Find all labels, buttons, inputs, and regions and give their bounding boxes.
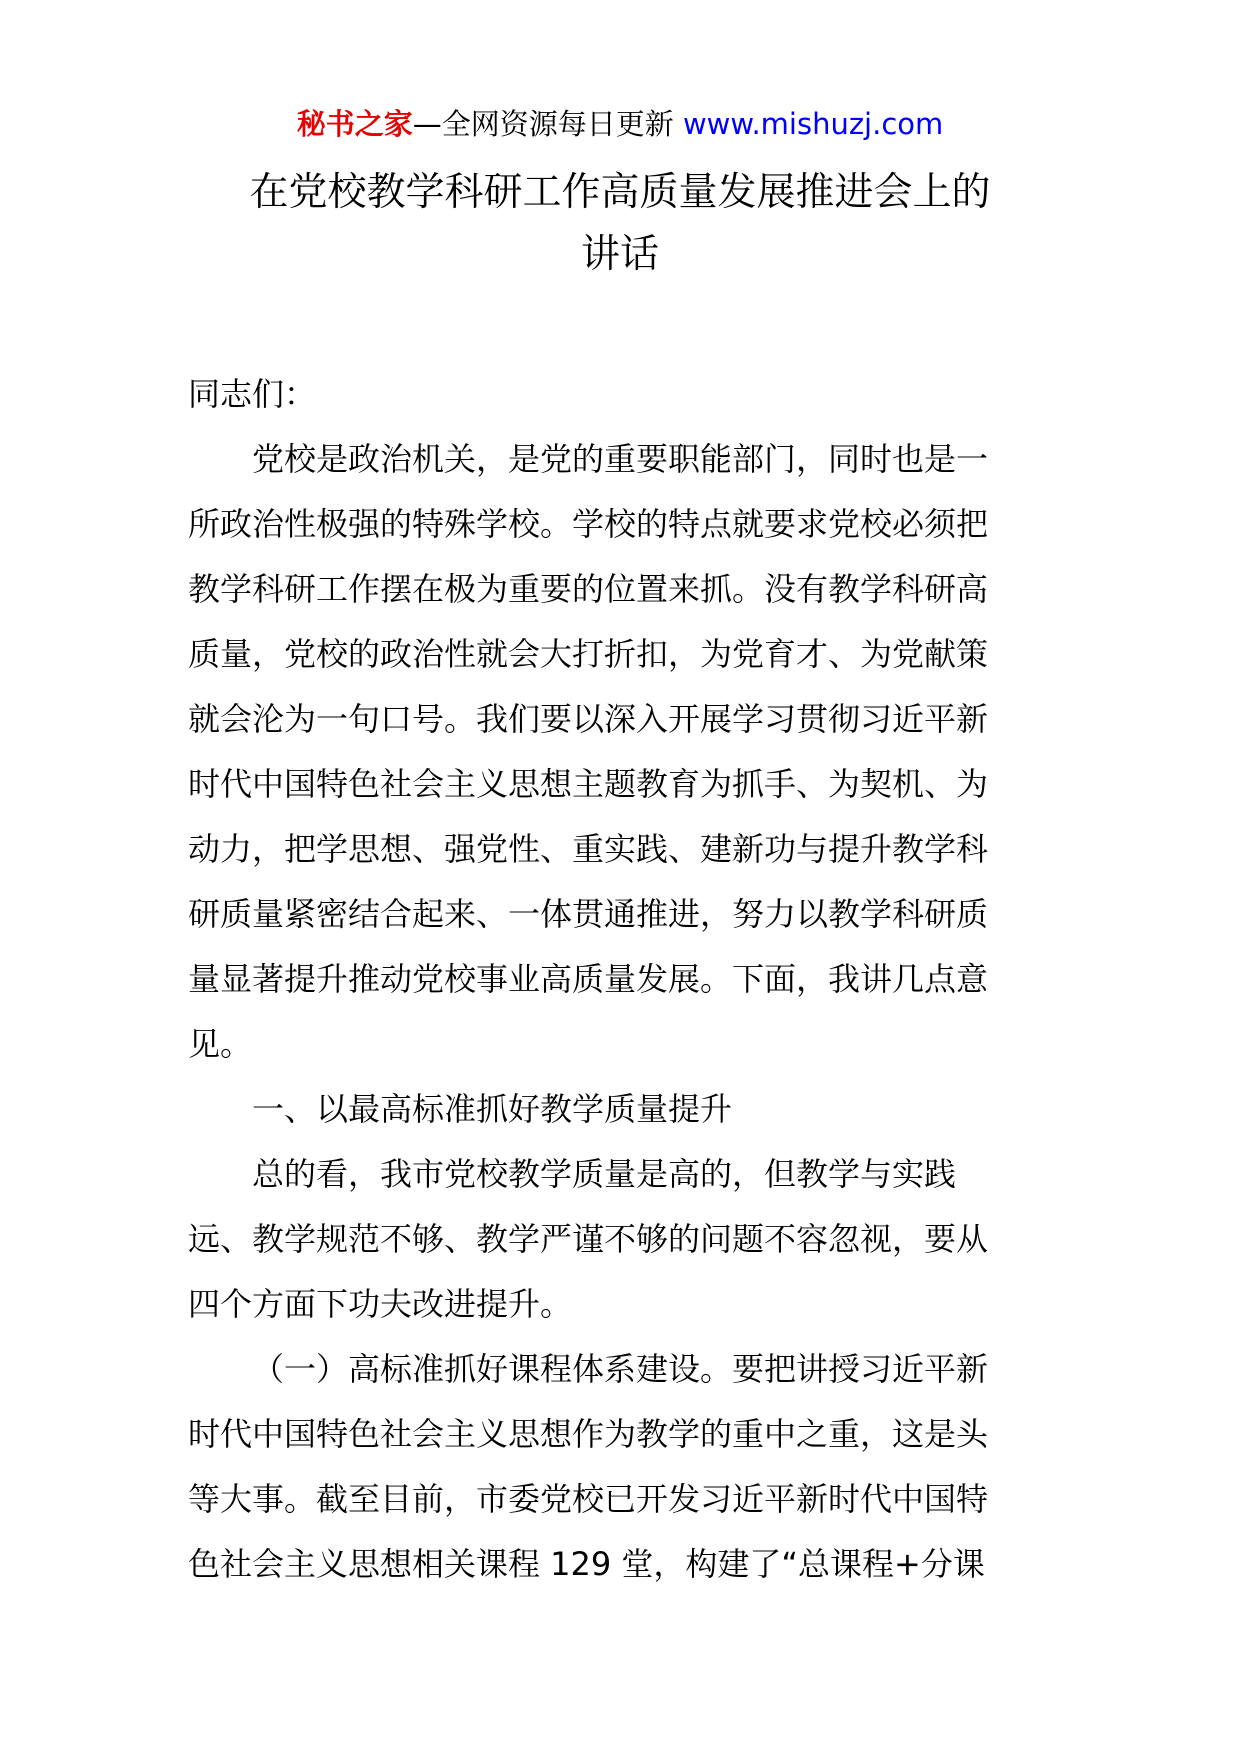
- paragraph-line: 时代中国特色社会主义思想作为教学的重中之重，这是头: [188, 1415, 989, 1453]
- paragraph-line: 四个方面下功夫改进提升。: [188, 1285, 573, 1323]
- paragraph-line: 见。: [188, 1025, 253, 1063]
- paragraph-subsection-1: [188, 1337, 1060, 1597]
- title-line-2: 讲话: [580, 232, 659, 277]
- paragraph-line: 动力，把学思想、强党性、重实践、建新功与提升教学科: [188, 830, 989, 868]
- paragraph-intro: [188, 427, 1060, 1077]
- paragraph-line: 色社会主义思想相关课程 129 堂，构建了“总课程+分课: [188, 1545, 985, 1583]
- paragraph-line: 远、教学规范不够、教学严谨不够的问题不容忽视，要从: [188, 1220, 989, 1258]
- header-tagline: —全网资源每日更新: [412, 107, 683, 141]
- section-heading-1: [188, 1077, 1060, 1142]
- paragraph-line: 就会沦为一句口号。我们要以深入开展学习贯彻习近平新: [188, 700, 989, 738]
- title-line-1: 在党校教学科研工作高质量发展推进会上的: [249, 170, 991, 215]
- brand-name: 秘书之家: [296, 107, 413, 141]
- document-title: [0, 162, 1240, 286]
- paragraph-line: 研质量紧密结合起来、一体贯通推进，努力以教学科研质: [188, 895, 989, 933]
- paragraph-line: 总的看，我市党校教学质量是高的，但教学与实践: [252, 1155, 957, 1193]
- salutation-text: 同志们：: [188, 375, 317, 413]
- paragraph-line: （一）高标准抓好课程体系建设。要把讲授习近平新: [252, 1350, 989, 1388]
- paragraph-line: 所政治性极强的特殊学校。学校的特点就要求党校必须把: [188, 505, 989, 543]
- paragraph-overview: [188, 1142, 1060, 1337]
- paragraph-line: 等大事。截至目前，市委党校已开发习近平新时代中国特: [188, 1480, 989, 1518]
- site-url: www.mishuzj.com: [682, 107, 944, 141]
- site-header: [0, 104, 1240, 144]
- paragraph-line: 质量，党校的政治性就会大打折扣，为党育才、为党献策: [188, 635, 989, 673]
- section-heading-text: 一、以最高标准抓好教学质量提升: [252, 1090, 733, 1128]
- paragraph-line: 教学科研工作摆在极为重要的位置来抓。没有教学科研高: [188, 570, 989, 608]
- document-body: [188, 362, 1060, 1597]
- paragraph-line: 时代中国特色社会主义思想主题教育为抓手、为契机、为: [188, 765, 989, 803]
- paragraph-line: 量显著提升推动党校事业高质量发展。下面，我讲几点意: [188, 960, 989, 998]
- paragraph-line: 党校是政治机关，是党的重要职能部门，同时也是一: [252, 440, 989, 478]
- salutation: [188, 362, 1060, 427]
